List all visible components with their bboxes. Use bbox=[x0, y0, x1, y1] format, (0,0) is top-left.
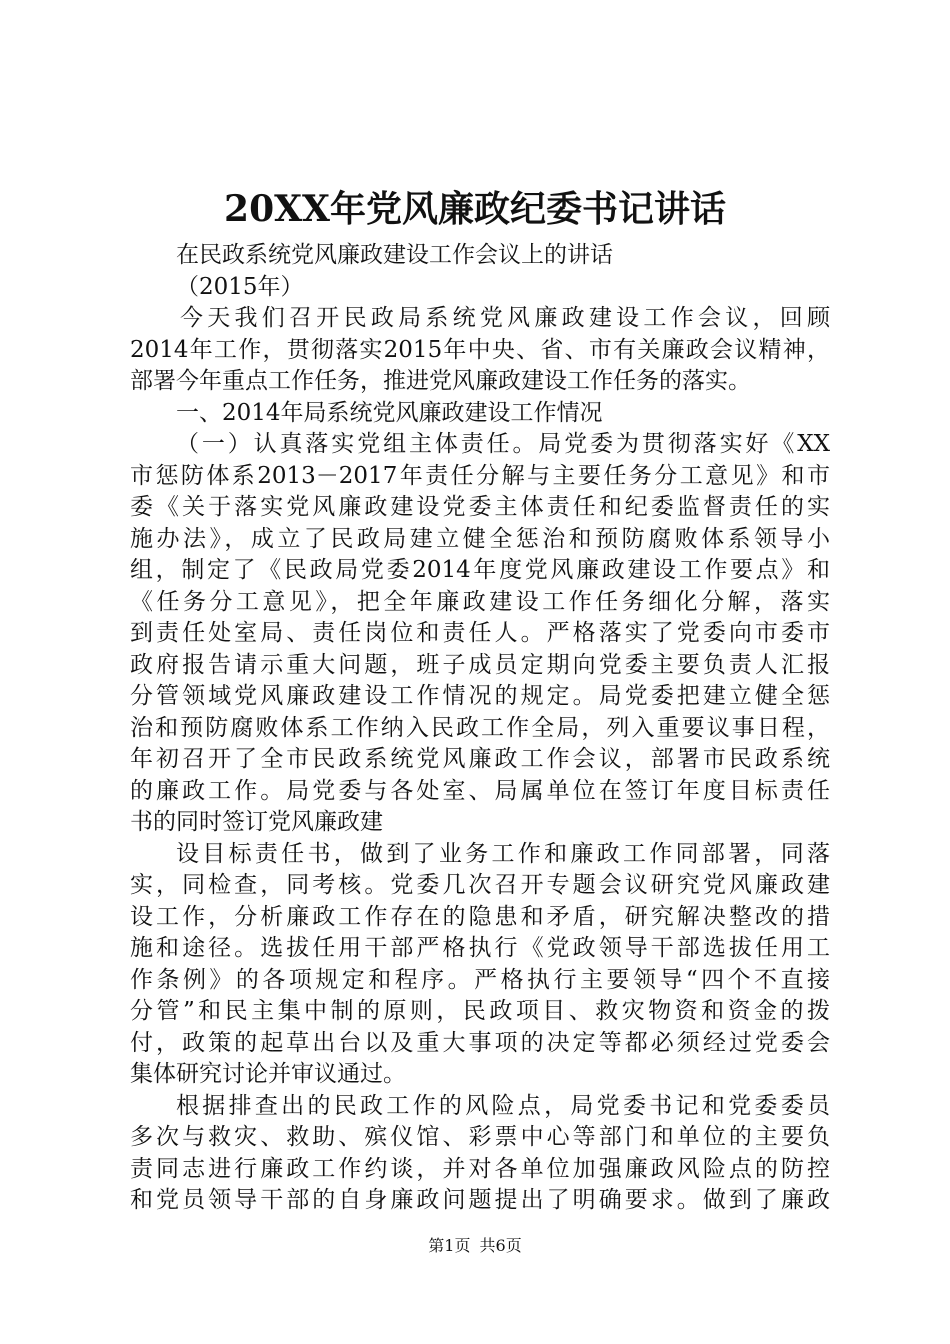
text-line: 付，政策的起草出台以及重大事项的决定等都必须经过党委会 bbox=[130, 1029, 830, 1056]
page-number: 第1页 bbox=[428, 1236, 471, 1255]
page-total: 共6页 bbox=[479, 1236, 522, 1255]
text-line: 治和预防腐败体系工作纳入民政工作全局，列入重要议事日程， bbox=[130, 714, 830, 741]
page-footer bbox=[0, 1235, 950, 1257]
text-line: 《任务分工意见》，把全年廉政建设工作任务细化分解，落实 bbox=[130, 588, 830, 615]
text-line: 多次与救灾、救助、殡仪馆、彩票中心等部门和单位的主要负 bbox=[130, 1124, 830, 1150]
text-line: 分管领域党风廉政建设工作情况的规定。局党委把建立健全惩 bbox=[130, 683, 830, 709]
page-title: 20XX年党风廉政纪委书记讲话 bbox=[224, 188, 726, 230]
text-line: 的廉政工作。局党委与各处室、局属单位在签订年度目标责任 bbox=[130, 777, 830, 804]
text-line: 根据排查出的民政工作的风险点，局党委书记和党委委员 bbox=[176, 1092, 830, 1119]
text-line: 书的同时签订党风廉政建 bbox=[130, 809, 383, 835]
text-line: 作条例》的各项规定和程序。严格执行主要领导“四个不直接 bbox=[130, 966, 830, 993]
text-line: 部署今年重点工作任务，推进党风廉政建设工作任务的落实。 bbox=[130, 368, 751, 394]
text-line: 设目标责任书，做到了业务工作和廉政工作同部署，同落 bbox=[176, 840, 830, 867]
text-line: 政府报告请示重大问题，班子成员定期向党委主要负责人汇报 bbox=[130, 651, 830, 678]
text-line: 设工作，分析廉政工作存在的隐患和矛盾，研究解决整改的措 bbox=[130, 903, 830, 930]
text-line: 施和途径。选拔任用干部严格执行《党政领导干部选拔任用工 bbox=[130, 935, 830, 961]
text-line: 年初召开了全市民政系统党风廉政工作会议，部署市民政系统 bbox=[130, 746, 830, 772]
section-heading: 一、2014年局系统党风廉政建设工作情况 bbox=[176, 399, 603, 426]
year-line: （2015年） bbox=[176, 273, 304, 300]
text-line: 分管”和民主集中制的原则，民政项目、救灾物资和资金的拨 bbox=[130, 998, 830, 1024]
text-line: 责同志进行廉政工作约谈，并对各单位加强廉政风险点的防控 bbox=[130, 1155, 830, 1182]
subtitle-line: 在民政系统党风廉政建设工作会议上的讲话 bbox=[176, 242, 613, 268]
text-line: （一）认真落实党组主体责任。局党委为贯彻落实好《XX bbox=[176, 431, 830, 457]
text-line: 实，同检查，同考核。党委几次召开专题会议研究党风廉政建 bbox=[130, 872, 830, 898]
text-line: 委《关于落实党风廉政建设党委主体责任和纪委监督责任的实 bbox=[130, 494, 830, 520]
text-line: 2014年工作，贯彻落实2015年中央、省、市有关廉政会议精神， bbox=[130, 336, 830, 363]
text-line: 到责任处室局、责任岗位和责任人。严格落实了党委向市委市 bbox=[130, 620, 830, 646]
document-body bbox=[130, 240, 830, 1217]
text-line: 施办法》，成立了民政局建立健全惩治和预防腐败体系领导小 bbox=[130, 525, 830, 552]
text-line: 和党员领导干部的自身廉政问题提出了明确要求。做到了廉政 bbox=[130, 1187, 830, 1213]
text-line: 集体研究讨论并审议通过。 bbox=[130, 1061, 406, 1087]
text-line: 组，制定了《民政局党委2014年度党风廉政建设工作要点》和 bbox=[130, 557, 830, 583]
text-line: 今天我们召开民政局系统党风廉政建设工作会议，回顾 bbox=[180, 305, 830, 331]
text-line: 市惩防体系2013－2017年责任分解与主要任务分工意见》和市 bbox=[130, 462, 830, 489]
